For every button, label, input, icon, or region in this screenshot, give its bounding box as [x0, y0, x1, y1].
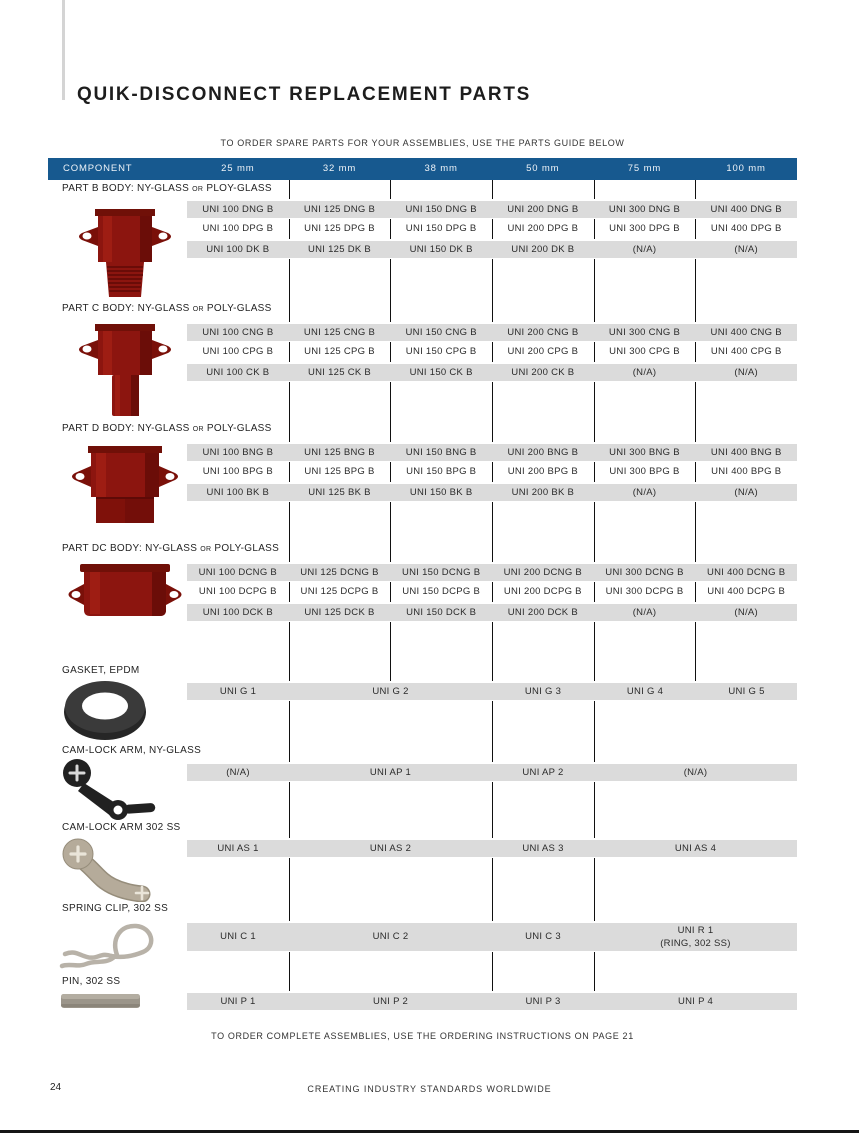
column-header-100mm: 100 mm	[726, 163, 766, 174]
section-label-part-c-body: PART C BODY: NY-GLASS or POLY-GLASS	[62, 303, 272, 314]
table-row	[187, 462, 797, 482]
part-number-cell: UNI 300 BPG B	[609, 466, 680, 477]
part-number-cell: UNI AS 2	[369, 843, 412, 854]
part-number-cell: UNI 125 DK B	[307, 244, 372, 255]
part-number-cell: UNI 100 DCNG B	[198, 567, 278, 578]
part-number-cell: UNI 100 CK B	[206, 367, 270, 378]
part-number-cell: UNI P 3	[525, 996, 561, 1007]
part-number-cell: UNI 300 DCNG B	[605, 567, 684, 578]
part-number-cell: UNI 400 DCNG B	[706, 567, 786, 578]
part-number-cell: UNI 100 DCPG B	[198, 586, 277, 597]
part-number-line: UNI R 1	[677, 925, 714, 936]
part-number-cell: (N/A)	[632, 244, 657, 255]
section-label-camlock-arm-nyglass: CAM-LOCK ARM, NY-GLASS	[62, 745, 202, 756]
part-number-cell: UNI 125 BK B	[308, 487, 371, 498]
column-header-component: COMPONENT	[63, 163, 133, 174]
table-row	[187, 239, 797, 259]
table-row	[187, 991, 797, 1011]
part-number-cell: (N/A)	[683, 767, 708, 778]
table-row	[187, 838, 797, 858]
table-row	[187, 342, 797, 362]
part-number-cell: UNI P 1	[220, 996, 256, 1007]
part-number-cell: UNI 400 BPG B	[711, 466, 782, 477]
part-number-cell: UNI 150 CK B	[409, 367, 473, 378]
table-header-row	[48, 158, 797, 180]
footer-tagline: CREATING INDUSTRY STANDARDS WORLDWIDE	[307, 1084, 552, 1094]
spring-clip-image	[55, 920, 170, 977]
ordering-instruction-note: TO ORDER COMPLETE ASSEMBLIES, USE THE ORDERING INSTRUCTIONS ON PAGE 21	[211, 1031, 634, 1041]
part-number-cell: (N/A)	[226, 767, 250, 778]
part-number-subline: (RING, 302 SS)	[660, 938, 731, 949]
part-number-cell: UNI 100 DCK B	[202, 607, 273, 618]
pin-image	[60, 991, 142, 1016]
section-label-part-b-body: PART B BODY: NY-GLASS or PLOY-GLASS	[62, 183, 272, 194]
table-row	[187, 442, 797, 462]
part-number-cell: UNI 125 DCNG B	[300, 567, 379, 578]
part-number-cell: UNI 150 CNG B	[405, 327, 477, 338]
part-number-cell: UNI 200 DK B	[511, 244, 575, 255]
part-b-body-image	[70, 203, 180, 308]
part-number-cell: UNI G 5	[728, 686, 765, 697]
part-number-cell: UNI AS 4	[674, 843, 717, 854]
part-number-cell: UNI C 2	[372, 931, 409, 942]
part-number-cell: UNI 150 BK B	[409, 487, 473, 498]
part-number-cell: UNI 150 DCNG B	[401, 567, 481, 578]
part-number-cell: (N/A)	[632, 607, 657, 618]
part-number-cell: UNI 100 DK B	[206, 244, 270, 255]
part-number-cell: UNI 300 CNG B	[608, 327, 681, 338]
parts-guide-instruction: TO ORDER SPARE PARTS FOR YOUR ASSEMBLIES, USE THE PARTS GUIDE BELOW	[220, 138, 625, 148]
part-number-cell: (N/A)	[632, 367, 657, 378]
part-number-cell: UNI 100 BPG B	[202, 466, 273, 477]
part-number-cell: UNI 100 DNG B	[202, 204, 274, 215]
part-number-cell: UNI 200 DNG B	[507, 204, 579, 215]
part-number-cell: UNI 125 DCK B	[304, 607, 375, 618]
table-row	[187, 199, 797, 219]
table-row	[187, 482, 797, 502]
column-header-38mm: 38 mm	[424, 163, 458, 174]
part-number-cell: UNI 125 BNG B	[304, 447, 375, 458]
part-number-cell: (N/A)	[632, 487, 657, 498]
table-row	[187, 582, 797, 602]
part-number-cell	[594, 923, 797, 951]
part-number-cell: UNI 200 DPG B	[507, 223, 579, 234]
part-number-cell: UNI 400 DCPG B	[707, 586, 786, 597]
part-number-cell: UNI G 4	[626, 686, 664, 697]
part-number-cell: UNI 150 BPG B	[406, 466, 477, 477]
part-number-cell: UNI 150 CPG B	[405, 346, 477, 357]
table-row	[187, 762, 797, 782]
part-number-cell: UNI 150 DCPG B	[402, 586, 481, 597]
cam-lock-arm-ss-image	[56, 836, 166, 907]
part-number-cell: UNI C 1	[220, 931, 256, 942]
part-number-cell: UNI 100 CNG B	[202, 327, 274, 338]
part-number-cell: UNI C 3	[525, 931, 561, 942]
part-number-cell: UNI 400 CPG B	[710, 346, 782, 357]
part-number-cell: UNI 200 CNG B	[507, 327, 579, 338]
section-label-part-d-body: PART D BODY: NY-GLASS or POLY-GLASS	[62, 423, 272, 434]
table-row	[187, 219, 797, 239]
part-number-cell: UNI 300 BNG B	[609, 447, 680, 458]
part-number-cell: UNI 125 CPG B	[304, 346, 375, 357]
part-c-body-image	[70, 320, 180, 425]
part-number-cell: UNI 400 DPG B	[710, 223, 782, 234]
section-label-camlock-arm-ss: CAM-LOCK ARM 302 SS	[62, 822, 181, 833]
part-number-cell: UNI 150 DCK B	[406, 607, 477, 618]
part-number-cell: (N/A)	[734, 367, 758, 378]
part-number-cell: UNI 400 CNG B	[710, 327, 782, 338]
section-label-spring-clip: SPRING CLIP, 302 SS	[62, 903, 169, 914]
table-row	[187, 681, 797, 701]
section-label-part-dc-body: PART DC BODY: NY-GLASS or POLY-GLASS	[62, 543, 280, 554]
part-number-cell: UNI 125 DPG B	[304, 223, 375, 234]
part-number-cell: UNI G 2	[372, 686, 409, 697]
part-number-cell: UNI 100 BNG B	[202, 447, 274, 458]
part-number-cell: UNI 100 BK B	[206, 487, 270, 498]
table-row	[187, 602, 797, 622]
part-number-cell: UNI 200 DCK B	[507, 607, 578, 618]
page-number: 24	[50, 1082, 62, 1093]
table-row	[187, 362, 797, 382]
section-label-gasket: GASKET, EPDM	[62, 665, 140, 676]
part-d-body-image	[66, 438, 184, 535]
part-number-cell: (N/A)	[734, 244, 758, 255]
part-number-cell: UNI 200 CK B	[511, 367, 575, 378]
column-header-50mm: 50 mm	[526, 163, 560, 174]
part-number-cell: UNI 200 BNG B	[507, 447, 579, 458]
part-number-cell: UNI G 1	[219, 686, 257, 697]
part-number-cell: UNI AS 3	[522, 843, 564, 854]
top-accent-rule	[62, 0, 65, 100]
part-number-cell: (N/A)	[734, 607, 758, 618]
part-number-cell: UNI 125 DCPG B	[300, 586, 379, 597]
part-number-cell: UNI G 3	[524, 686, 562, 697]
table-row	[187, 322, 797, 342]
cam-lock-arm-nyglass-image	[56, 757, 161, 827]
part-number-cell: UNI 125 BPG B	[304, 466, 375, 477]
part-number-cell: UNI 300 DNG B	[608, 204, 681, 215]
part-number-cell: UNI 150 DNG B	[405, 204, 477, 215]
part-number-cell: UNI 150 DPG B	[405, 223, 477, 234]
part-number-cell: UNI 400 BNG B	[710, 447, 782, 458]
page-title: QUIK-DISCONNECT REPLACEMENT PARTS	[77, 84, 532, 105]
part-number-cell: UNI 100 CPG B	[202, 346, 274, 357]
part-number-cell: UNI AS 1	[217, 843, 259, 854]
column-header-32mm: 32 mm	[322, 163, 357, 174]
part-number-cell: UNI 200 CPG B	[507, 346, 579, 357]
part-number-cell: UNI 400 DNG B	[710, 204, 782, 215]
part-number-cell: UNI 125 CNG B	[303, 327, 376, 338]
part-number-cell: UNI AP 1	[369, 767, 412, 778]
part-number-cell: UNI 125 DNG B	[303, 204, 376, 215]
section-label-pin: PIN, 302 SS	[62, 976, 121, 987]
part-number-cell: UNI P 4	[677, 996, 714, 1007]
column-header-25mm: 25 mm	[221, 163, 255, 174]
part-number-cell: UNI 300 DCPG B	[605, 586, 684, 597]
part-number-cell: UNI 200 DCNG B	[503, 567, 583, 578]
part-number-cell: UNI 125 CK B	[307, 367, 372, 378]
part-number-cell: UNI AP 2	[522, 767, 564, 778]
part-number-cell: UNI 300 CPG B	[609, 346, 680, 357]
part-number-cell: UNI 150 BNG B	[405, 447, 477, 458]
column-header-75mm: 75 mm	[627, 163, 662, 174]
table-row	[187, 562, 797, 582]
part-number-cell: UNI P 2	[372, 996, 409, 1007]
part-number-cell: UNI 300 DPG B	[609, 223, 680, 234]
part-number-cell: UNI 150 DK B	[409, 244, 473, 255]
part-number-cell: (N/A)	[734, 487, 758, 498]
part-number-cell: UNI 200 DCPG B	[503, 586, 582, 597]
part-number-cell: UNI 200 BPG B	[507, 466, 578, 477]
part-number-cell: UNI 200 BK B	[511, 487, 575, 498]
table-row	[187, 921, 797, 952]
part-number-cell: UNI 100 DPG B	[202, 223, 274, 234]
part-dc-body-image	[64, 558, 186, 635]
gasket-image	[60, 676, 150, 747]
